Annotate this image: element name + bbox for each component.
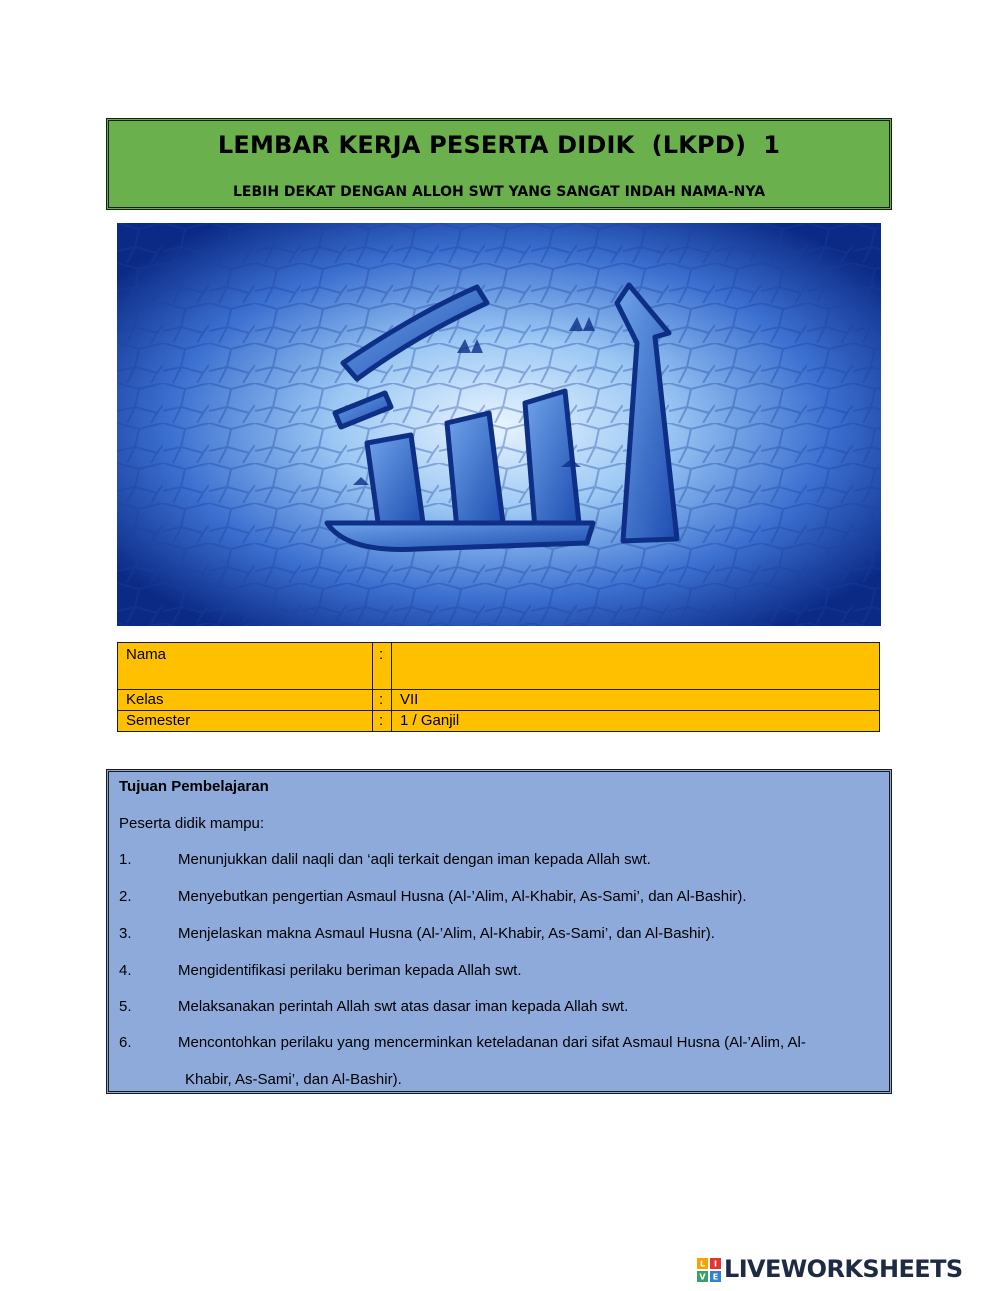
goal-text: Menjelaskan makna Asmaul Husna (Al-’Alim, Al-Khabir, As-Sami’, dan Al-Bashir). — [178, 925, 715, 942]
goal-number: 4. — [119, 962, 132, 979]
table-row — [118, 690, 880, 711]
info-separator: : — [373, 690, 392, 711]
brand-name: LIVEWORKSHEETS — [724, 1255, 963, 1283]
liveworksheets-logo-icon — [697, 1258, 721, 1282]
logo-letter: E — [712, 1272, 719, 1282]
page-subtitle: LEBIH DEKAT DENGAN ALLOH SWT YANG SANGAT INDAH NAMA-NYA — [232, 184, 766, 200]
header-box — [106, 118, 892, 210]
name-field[interactable] — [392, 643, 880, 690]
goals-intro: Peserta didik mampu: — [119, 815, 265, 832]
goal-number: 6. — [119, 1034, 132, 1051]
liveworksheets-brand[interactable] — [697, 1255, 997, 1285]
logo-letter: I — [714, 1259, 717, 1269]
learning-goals-box — [106, 769, 892, 1094]
goal-text-continuation: Khabir, As-Sami’, dan Al-Bashir). — [185, 1071, 402, 1088]
info-label-name: Nama — [118, 643, 373, 690]
goal-number: 2. — [119, 888, 132, 905]
table-row — [118, 643, 880, 690]
goal-text: Melaksanakan perintah Allah swt atas dasar iman kepada Allah swt. — [178, 998, 629, 1015]
goals-title: Tujuan Pembelajaran — [119, 778, 269, 795]
goal-text: Menyebutkan pengertian Asmaul Husna (Al-’Alim, Al-Khabir, As-Sami’, dan Al-Bashir). — [178, 888, 747, 905]
goal-text: Mengidentifikasi perilaku beriman kepada Allah swt. — [178, 962, 522, 979]
goal-number: 3. — [119, 925, 132, 942]
goal-number: 1. — [119, 851, 132, 868]
info-separator: : — [373, 711, 392, 732]
page-title: LEMBAR KERJA PESERTA DIDIK (LKPD) 1 — [217, 131, 781, 159]
info-label-class: Kelas — [118, 690, 373, 711]
allah-calligraphy-image — [117, 223, 881, 626]
goal-text: Menunjukkan dalil naqli dan ‘aqli terkait dengan iman kepada Allah swt. — [178, 851, 651, 868]
goal-number: 5. — [119, 998, 132, 1015]
logo-letter: V — [699, 1272, 706, 1282]
goal-text: Mencontohkan perilaku yang mencerminkan keteladanan dari sifat Asmaul Husna (Al-’Alim, Al- — [178, 1034, 806, 1051]
semester-value: 1 / Ganjil — [392, 711, 880, 732]
class-value: VII — [392, 690, 880, 711]
logo-letter: L — [699, 1259, 706, 1269]
student-info-table — [117, 642, 880, 732]
info-label-semester: Semester — [118, 711, 373, 732]
info-separator: : — [373, 643, 392, 690]
table-row — [118, 711, 880, 732]
